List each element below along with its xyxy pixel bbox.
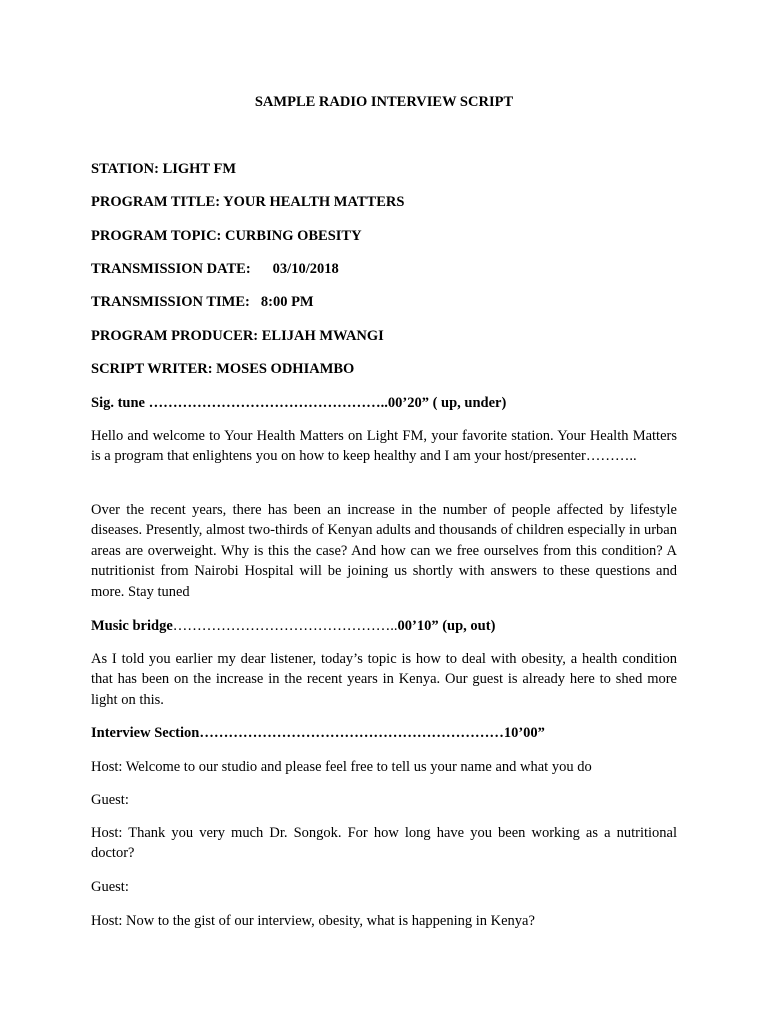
document-title: SAMPLE RADIO INTERVIEW SCRIPT: [254, 94, 514, 110]
guest-line-1: Guest:: [91, 792, 129, 808]
transmission-date-value: 03/10/2018: [272, 261, 339, 277]
host-line-2: Host: Thank you very much Dr. Songok. For how long have you been working as a nutritional doctor?: [91, 825, 677, 862]
script-writer-line: SCRIPT WRITER: MOSES ODHIAMBO: [91, 361, 355, 377]
music-bridge-dots: ………………………………………..: [172, 618, 398, 634]
host-line-1: Host: Welcome to our studio and please feel free to tell us your name and what you do: [91, 759, 592, 775]
program-title-line: PROGRAM TITLE: YOUR HEALTH MATTERS: [91, 194, 405, 210]
music-bridge-label: Music bridge: [91, 618, 173, 634]
welcome-paragraph: Hello and welcome to Your Health Matters on Light FM, your favorite station. Your Health Matters is a program that enlightens you on how to keep healthy and I am your host/presenter………..: [91, 428, 677, 465]
transmission-time-line: [91, 292, 314, 312]
transmission-date-line: [91, 259, 339, 279]
intro-paragraph: Over the recent years, there has been an increase in the number of people affected by lifestyle diseases. Presently, almost two-thirds of Kenyan adults and thousands of children especially in urban areas are overweight. Why is this the case? And how can we free ourselves from this condition? A nutritionist from Nairobi Hospital will be joining us shortly with answers to these questions and more. Stay tuned: [91, 502, 677, 600]
music-bridge-cue: [91, 616, 495, 636]
transmission-time-label: TRANSMISSION TIME:: [91, 294, 250, 310]
program-topic-line: PROGRAM TOPIC: CURBING OBESITY: [91, 228, 362, 244]
program-producer-line: PROGRAM PRODUCER: ELIJAH MWANGI: [91, 328, 384, 344]
music-bridge-time: 00’10” (up, out): [397, 618, 496, 634]
transmission-time-value: 8:00 PM: [260, 294, 314, 310]
guest-line-2: Guest:: [91, 879, 129, 895]
told-paragraph: As I told you earlier my dear listener, today’s topic is how to deal with obesity, a health condition that has been on the increase in the recent years in Kenya. Our guest is already here to shed more light on this.: [91, 651, 677, 708]
interview-section-cue: Interview Section………………………………………………………10’00”: [91, 725, 545, 741]
host-line-3: Host: Now to the gist of our interview, obesity, what is happening in Kenya?: [91, 913, 535, 929]
sig-tune-cue: Sig. tune …………………………………………..00’20” ( up, under): [91, 395, 507, 411]
station-line: STATION: LIGHT FM: [91, 161, 237, 177]
transmission-date-label: TRANSMISSION DATE:: [91, 261, 251, 277]
